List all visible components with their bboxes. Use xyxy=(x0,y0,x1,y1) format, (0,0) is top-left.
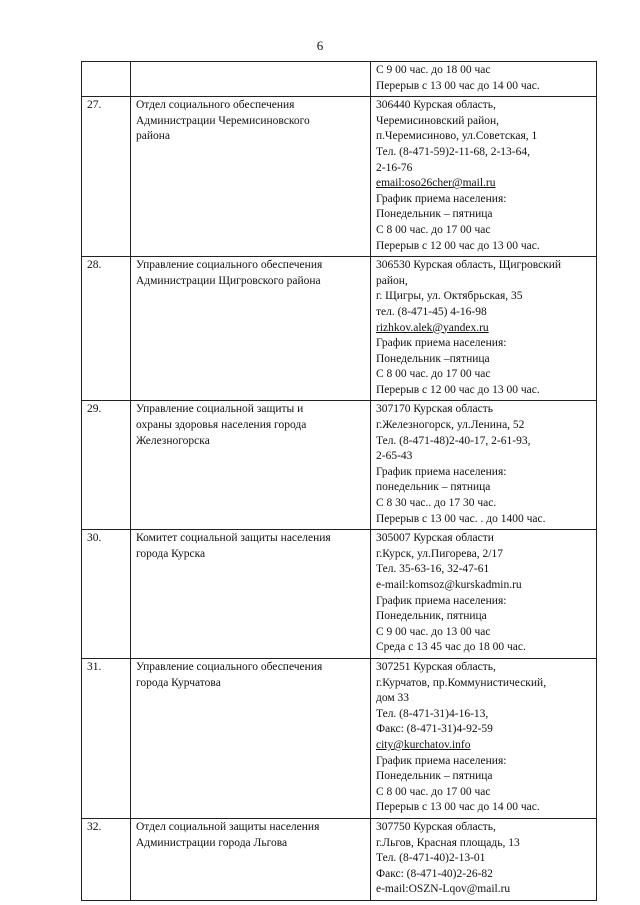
institution-name xyxy=(131,818,371,900)
contact-line: e-mail:komsoz@kurskadmin.ru xyxy=(376,579,522,591)
contact-line: г.Курск, ул.Пигорева, 2/17 xyxy=(376,547,503,560)
contact-details xyxy=(371,401,597,530)
institution-name-line: города Курчатова xyxy=(136,676,221,689)
page-number: 6 xyxy=(316,38,324,53)
institution-name xyxy=(131,658,371,818)
contact-line: С 8 00 час. до 17 00 час xyxy=(376,368,491,381)
contact-line: С 9 00 час. до 18 00 час xyxy=(376,64,491,76)
contact-line: Перерыв с 12 00 час до 13 00 час. xyxy=(376,239,540,252)
table-row xyxy=(82,401,597,530)
contact-line: График приема населения: xyxy=(376,337,507,350)
institution-name-line: Администрации города Льгова xyxy=(136,836,288,849)
table-row xyxy=(82,62,597,97)
contact-line: График приема населения: xyxy=(376,465,507,478)
table-row xyxy=(82,658,597,818)
institution-name-line: города Курска xyxy=(136,547,206,560)
contact-line: Факс: (8-471-40)2-26-82 xyxy=(376,867,493,880)
institution-name-line: Комитет социальной защиты населения xyxy=(136,532,331,545)
contact-details xyxy=(371,818,597,900)
institution-name-line: Управление социального обеспечения xyxy=(136,660,323,673)
email-link[interactable]: email:oso26cher@mail.ru xyxy=(376,177,496,190)
row-number: 32. xyxy=(82,818,131,900)
institution-name-line: Отдел социальной защиты населения xyxy=(136,820,320,833)
contact-line: г. Щигры, ул. Октябрьская, 35 xyxy=(376,290,523,303)
institution-name xyxy=(131,401,371,530)
contact-line: Понедельник –пятница xyxy=(376,352,490,365)
institution-name-line: Администрации Щигровского района xyxy=(136,274,321,287)
contact-details xyxy=(371,530,597,659)
contact-line: п.Черемисиново, ул.Советская, 1 xyxy=(376,130,538,143)
contact-line: Понедельник – пятница xyxy=(376,208,493,221)
institution-name-line: Управление социального обеспечения xyxy=(136,259,323,272)
institution-name-line: Управление социальной защиты и xyxy=(136,403,304,416)
row-number: 29. xyxy=(82,401,131,530)
institution-name xyxy=(131,97,371,257)
contact-line: С 8 00 час. до 17 00 час xyxy=(376,785,491,798)
table-row xyxy=(82,818,597,900)
contact-line: Перерыв с 12 00 час до 13 00 час. xyxy=(376,383,540,396)
contact-details xyxy=(371,658,597,818)
row-number: 28. xyxy=(82,257,131,401)
contact-line: 307750 Курская область, xyxy=(376,820,496,833)
institution-name-line: Отдел социального обеспечения xyxy=(136,99,295,112)
contact-line: 307251 Курская область, xyxy=(376,660,496,673)
institution-name xyxy=(131,257,371,401)
contact-line: 305007 Курская области xyxy=(376,532,494,545)
contact-line: График приема населения: xyxy=(376,754,507,767)
contact-line: район, xyxy=(376,274,408,287)
table-row xyxy=(82,257,597,401)
contact-line: С 8 30 час.. до 17 30 час. xyxy=(376,497,497,510)
contact-details xyxy=(371,62,597,97)
contact-line: С 9 00 час. до 13 00 час xyxy=(376,625,491,638)
contact-details xyxy=(371,97,597,257)
institution-name-line: Администрации Черемисиновского xyxy=(136,114,310,127)
institution-name-line: охраны здоровья населения города xyxy=(136,419,307,432)
contact-line: Перерыв с 13 00 час до 14 00 час. xyxy=(376,801,540,814)
contact-line: Черемисиновский район, xyxy=(376,114,500,127)
contact-line: 307170 Курская область xyxy=(376,403,493,416)
contact-line: 306440 Курская область, xyxy=(376,99,496,112)
row-number: 30. xyxy=(82,530,131,659)
contact-line: Понедельник – пятница xyxy=(376,770,493,783)
table-row xyxy=(82,97,597,257)
row-number: 31. xyxy=(82,658,131,818)
table-body xyxy=(82,62,597,901)
email-link[interactable]: city@kurchatov.info xyxy=(376,738,471,751)
contact-line: С 8 00 час. до 17 00 час xyxy=(376,223,491,236)
contact-line: e-mail:OSZN-Lqov@mail.ru xyxy=(376,883,511,896)
contact-line: 306530 Курская область, Щигровский xyxy=(376,259,562,272)
contact-line: Тел. (8-471-48)2-40-17, 2-61-93, xyxy=(376,434,531,447)
contact-line: г.Железногорск, ул.Ленина, 52 xyxy=(376,419,525,432)
contact-line: Перерыв с 13 00 час. . до 1400 час. xyxy=(376,512,546,525)
institution-name xyxy=(131,530,371,659)
contact-line: Перерыв с 13 00 час до 14 00 час. xyxy=(376,79,540,92)
contact-line: 2-16-76 xyxy=(376,161,413,174)
contact-line: дом 33 xyxy=(376,692,410,705)
contact-details xyxy=(371,257,597,401)
contact-line: Тел. (8-471-59)2-11-68, 2-13-64, xyxy=(376,145,531,158)
institution-name-line: Железногорска xyxy=(136,434,210,447)
table-row xyxy=(82,530,597,659)
contact-line: г.Курчатов, пр.Коммунистический, xyxy=(376,676,547,689)
email-link[interactable]: rizhkov.alek@yandex.ru xyxy=(376,321,489,334)
contact-line: понедельник – пятница xyxy=(376,481,491,494)
contact-line: Факс: (8-471-31)4-92-59 xyxy=(376,723,493,736)
institution-name xyxy=(131,62,371,97)
row-number xyxy=(82,62,131,97)
contact-line: Тел. (8-471-40)2-13-01 xyxy=(376,852,486,865)
contact-line: График приема населения: xyxy=(376,594,507,607)
contact-line: Понедельник, пятница xyxy=(376,610,487,623)
contact-line: График приема населения: xyxy=(376,192,507,205)
contact-line: Тел. (8-471-31)4-16-13, xyxy=(376,707,489,720)
contact-line: Среда с 13 45 час до 18 00 час. xyxy=(376,641,526,654)
contact-line: тел. (8-471-45) 4-16-98 xyxy=(376,305,487,318)
contact-line: 2-65-43 xyxy=(376,450,413,463)
contact-line: Тел. 35-63-16, 32-47-61 xyxy=(376,563,490,576)
contact-line: г.Льгов, Красная площадь, 13 xyxy=(376,836,520,849)
social-services-table xyxy=(81,61,597,901)
row-number: 27. xyxy=(82,97,131,257)
institution-name-line: района xyxy=(136,130,171,143)
